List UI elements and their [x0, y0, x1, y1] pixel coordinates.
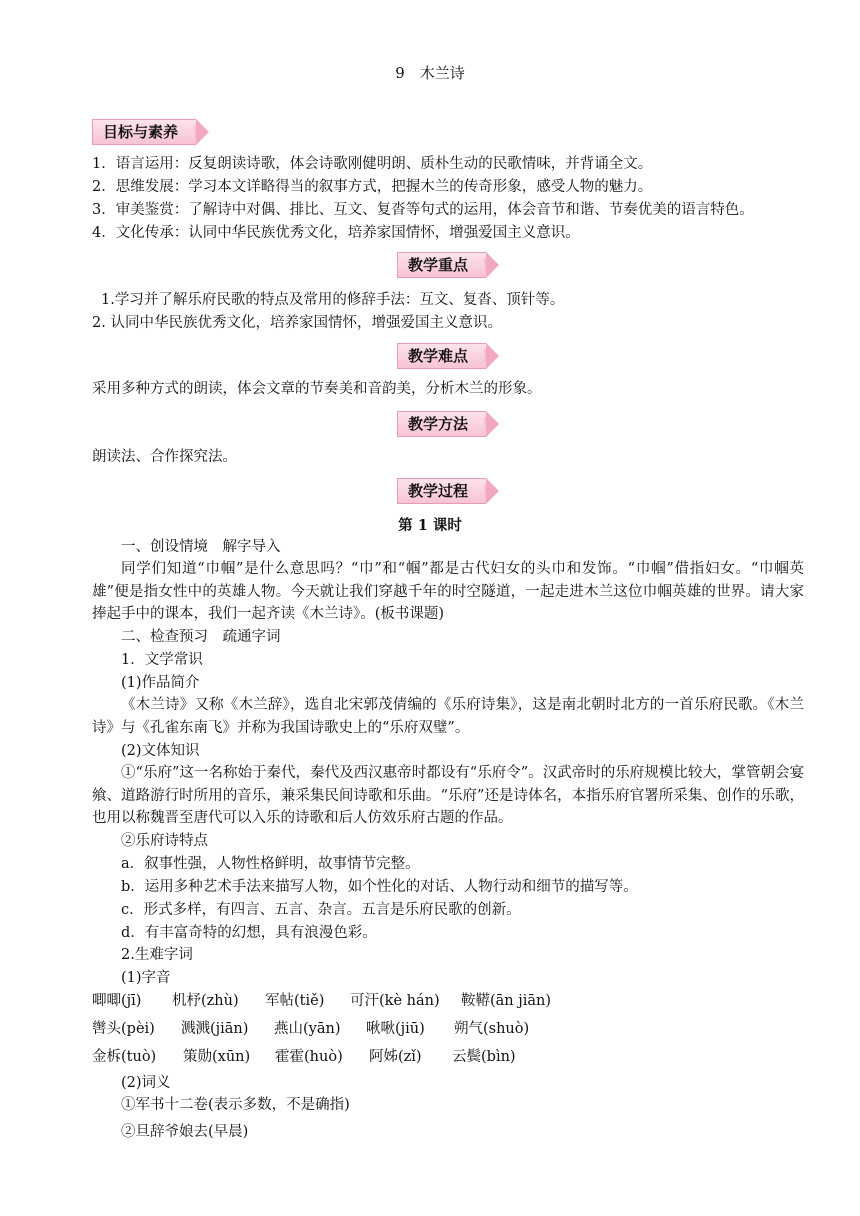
goal-3: 3．审美鉴赏：了解诗中对偶、排比、互文、复沓等句式的运用，体会音节和谐、节奏优美的语言特色。	[92, 202, 754, 218]
pronunciation-item: 阿姊(zǐ)	[369, 1049, 422, 1065]
work-intro-heading: (1)作品简介	[121, 675, 200, 691]
section-tag-focus: 教学重点	[397, 252, 486, 278]
goal-1: 1．语言运用：反复朗读诗歌，体会诗歌刚健明朗、质朴生动的民歌情味，并背诵全文。	[92, 156, 653, 172]
focus-1: 1.学习并了解乐府民歌的特点及常用的修辞手法：互文、复沓、顶针等。	[101, 292, 565, 308]
pronunciation-item: 朔气(shuò)	[454, 1021, 530, 1037]
pronunciation-item: 军帖(tiě)	[265, 993, 325, 1009]
step-2-heading: 二、检查预习 疏通字词	[121, 629, 281, 645]
pronunciation-item: 溅溅(jiān)	[181, 1021, 249, 1037]
feature-c: c．形式多样，有四言、五言、杂言。五言是乐府民歌的创新。	[121, 902, 521, 918]
pronunciation-item: 啾啾(jiū)	[366, 1021, 425, 1037]
feature-b: b．运用多种艺术手法来描写人物，如个性化的对话、人物行动和细节的描写等。	[121, 879, 638, 895]
meaning-1: ①军书十二卷(表示多数，不是确指)	[121, 1097, 350, 1113]
meaning-2: ②旦辞爷娘去(早晨)	[121, 1124, 249, 1140]
literary-knowledge-heading: 1．文学常识	[121, 652, 203, 668]
pronunciation-item: 金柝(tuò)	[92, 1049, 157, 1065]
meaning-heading: (2)词义	[121, 1075, 171, 1091]
pronunciation-item: 策勋(xūn)	[183, 1049, 251, 1065]
pronunciation-item: 机杼(zhù)	[172, 993, 239, 1009]
focus-2: 2. 认同中华民族优秀文化，培养家国情怀，增强爱国主义意识。	[92, 315, 502, 331]
pronunciation-item: 辔头(pèi)	[92, 1021, 155, 1037]
intro-paragraph: 同学们知道“巾帼”是什么意思吗？“巾”和“帼”都是古代妇女的头巾和发饰。“巾帼”借指妇女。“巾帼英雄”便是指女性中的英雄人物。今天就让我们穿越千年的时空隧道，一起走进木兰这位巾帼英雄的世界。请大家捧起手中的课本，我们一起齐读《木兰诗》。(板书课题)	[92, 561, 804, 622]
step-1-heading: 一、创设情境 解字导入	[121, 539, 281, 555]
section-tag-process: 教学过程	[397, 478, 486, 504]
pronunciation-item: 唧唧(jī)	[92, 993, 142, 1009]
pronunciation-heading: (1)字音	[121, 970, 171, 986]
features-heading: ②乐府诗特点	[121, 833, 208, 849]
pronunciation-item: 鞍鞯(ān jiān)	[461, 993, 552, 1009]
pronunciation-item: 云鬓(bìn)	[452, 1049, 516, 1065]
section-tag-goals: 目标与素养	[92, 119, 196, 145]
feature-d: d．有丰富奇特的幻想，具有浪漫色彩。	[121, 925, 377, 941]
pronunciation-item: 燕山(yān)	[274, 1021, 341, 1037]
difficulty-text: 采用多种方式的朗读，体会文章的节奏美和音韵美，分析木兰的形象。	[92, 381, 542, 397]
pronunciation-item: 可汗(kè hán)	[350, 993, 440, 1009]
feature-a: a．叙事性强，人物性格鲜明，故事情节完整。	[121, 856, 420, 872]
vocab-heading: 2.生难字词	[121, 947, 193, 963]
lesson-period: 第 1 课时	[398, 517, 462, 534]
lesson-title: 9 木兰诗	[395, 64, 465, 82]
goal-2: 2．思维发展：学习本文详略得当的叙事方式，把握木兰的传奇形象，感受人物的魅力。	[92, 179, 653, 195]
pronunciation-item: 霍霍(huò)	[275, 1049, 343, 1065]
method-text: 朗读法、合作探究法。	[92, 449, 237, 465]
genre-heading: (2)文体知识	[121, 743, 200, 759]
section-tag-method: 教学方法	[397, 411, 486, 437]
goal-4: 4．文化传承：认同中华民族优秀文化，培养家国情怀，增强爱国主义意识。	[92, 225, 580, 241]
section-tag-difficulty: 教学难点	[397, 343, 486, 369]
genre-paragraph: ①“乐府”这一名称始于秦代，秦代及西汉惠帝时都设有“乐府令”。汉武帝时的乐府规模比较大，掌管朝会宴飨、道路游行时所用的音乐，兼采集民间诗歌和乐曲。“乐府”还是诗体名，本指乐府官署所采集、创作的乐歌，也用以称魏晋至唐代可以入乐的诗歌和后人仿效乐府古题的作品。	[92, 765, 804, 826]
work-intro-paragraph: 《木兰诗》又称《木兰辞》，选自北宋郭茂倩编的《乐府诗集》，这是南北朝时北方的一首乐府民歌。《木兰诗》与《孔雀东南飞》并称为我国诗歌史上的“乐府双璧”。	[92, 697, 804, 736]
